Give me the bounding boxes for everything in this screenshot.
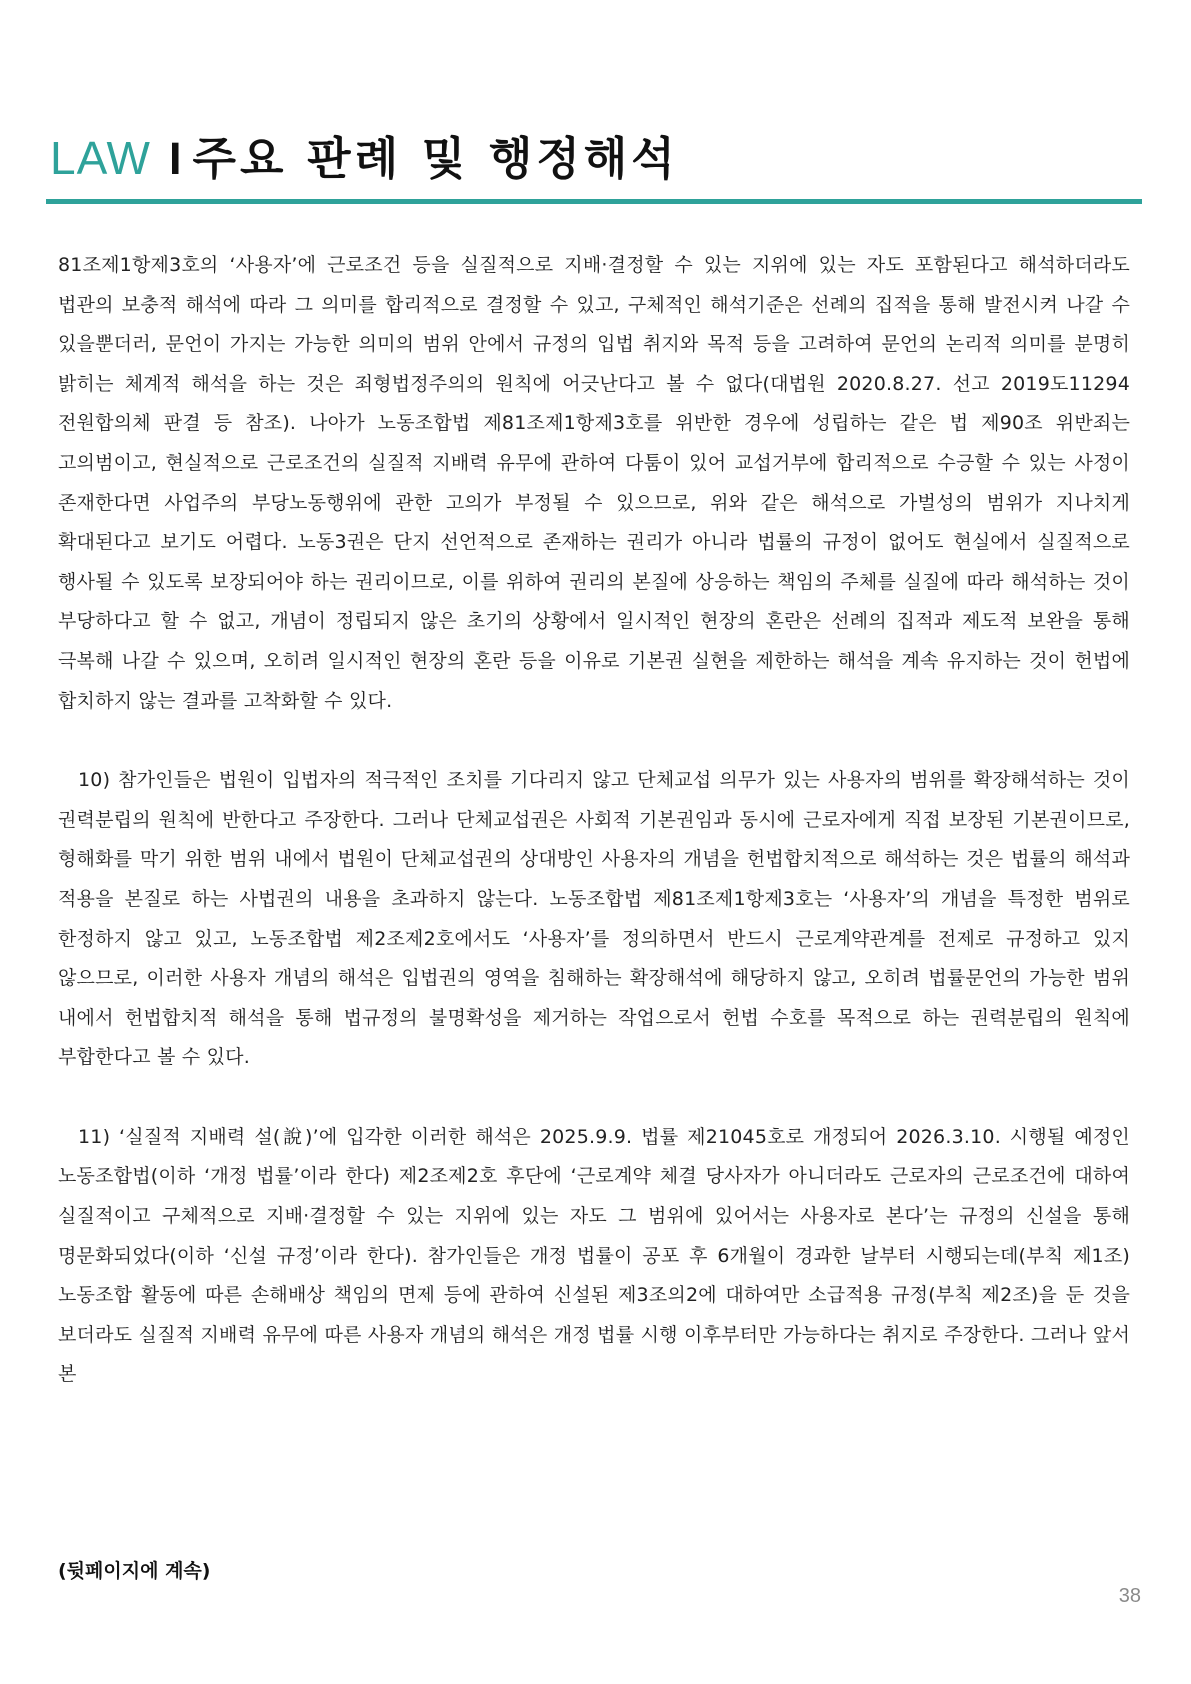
paragraph-note-10: 10) 참가인들은 법원이 입법자의 적극적인 조치를 기다리지 않고 단체교섭 의무가 있는 사용자의 범위를 확장해석하는 것이 권력분립의 원칙에 반한다고 주장한다. 그러나 단체교섭권은 사회적 기본권임과 동시에 근로자에게 직접 보장된 기본권이므로, 형해화를 막기 위한 범위 내에서 법원이 단체교섭권의 상대방인 사용자의 개념을 헌법합치적으로 해석하는 것은 법률의 해석과 적용을 본질로 하는 사법권의 내용을 초과하지 않는다. 노동조합법 제81조제1항제3호는 ‘사용자’의 개념을 특정한 범위로 한정하지 않고 있고, 노동조합법 제2조제2호에서도 ‘사용자’를 정의하면서 반드시 근로계약관계를 전제로 규정하고 있지 않으므로, 이러한 사용자 개념의 해석은 입법권의 영역을 침해하는 확장해석에 해당하지 않고, 오히려 법률문언의 가능한 범위 내에서 헌법합치적 해석을 통해 법규정의 불명확성을 제거하는 작업으로서 헌법 수호를 목적으로 하는 권력분립의 원칙에 부합한다고 볼 수 있다. bbox=[58, 769, 1130, 1069]
paragraph-note-11: 11) ‘실질적 지배력 설(說)’에 입각한 이러한 해석은 2025.9.9. 법률 제21045호로 개정되어 2026.3.10. 시행될 예정인 노동조합법(이하 ‘개정 법률’이라 한다) 제2조제2호 후단에 ‘근로계약 체결 당사자가 아니더라도 근로자의 근로조건에 대하여 실질적이고 구체적으로 지배·결정할 수 있는 지위에 있는 자도 그 범위에 있어서는 사용자로 본다’는 규정의 신설을 통해 명문화되었다(이하 ‘신설 규정’이라 한다). 참가인들은 개정 법률이 공포 후 6개월이 경과한 날부터 시행되는데(부칙 제1조) 노동조합 활동에 따른 손해배상 책임의 면제 등에 관하여 신설된 제3조의2에 대하여만 소급적용 규정(부칙 제2조)을 둔 것을 보더라도 실질적 지배력 유무에 따른 사용자 개념의 해석은 개정 법률 시행 이후부터만 가능하다는 취지로 주장한다. 그러나 앞서 본 bbox=[58, 1125, 1130, 1386]
title-separator: I bbox=[168, 133, 183, 184]
section-title: 주요 판례 및 행정해석 bbox=[192, 132, 679, 185]
page-number: 38 bbox=[1118, 1585, 1141, 1607]
article-body bbox=[58, 246, 1130, 1395]
header-divider bbox=[46, 199, 1142, 204]
section-brand: LAW bbox=[50, 132, 151, 184]
page-header bbox=[50, 128, 1140, 208]
continued-label: (뒷페이지에 계속) bbox=[58, 1560, 211, 1582]
page-title bbox=[50, 128, 679, 189]
paragraph-continuation: 81조제1항제3호의 ‘사용자’에 근로조건 등을 실질적으로 지배·결정할 수 있는 지위에 있는 자도 포함된다고 해석하더라도 법관의 보충적 해석에 따라 그 의미를 합리적으로 결정할 수 있고, 구체적인 해석기준은 선례의 집적을 통해 발전시켜 나갈 수 있을뿐더러, 문언이 가지는 가능한 의미의 범위 안에서 규정의 입법 취지와 목적 등을 고려하여 문언의 논리적 의미를 분명히 밝히는 체계적 해석을 하는 것은 죄형법정주의의 원칙에 어긋난다고 볼 수 없다(대법원 2020.8.27. 선고 2019도11294 전원합의체 판결 등 참조). 나아가 노동조합법 제81조제1항제3호를 위반한 경우에 성립하는 같은 법 제90조 위반죄는 고의범이고, 현실적으로 근로조건의 실질적 지배력 유무에 관하여 다툼이 있어 교섭거부에 합리적으로 수긍할 수 있는 사정이 존재한다면 사업주의 부당노동행위에 관한 고의가 부정될 수 있으므로, 위와 같은 해석으로 가벌성의 범위가 지나치게 확대된다고 보기도 어렵다. 노동3권은 단지 선언적으로 존재하는 권리가 아니라 법률의 규정이 없어도 현실에서 실질적으로 행사될 수 있도록 보장되어야 하는 권리이므로, 이를 위하여 권리의 본질에 상응하는 책임의 주체를 실질에 따라 해석하는 것이 부당하다고 할 수 없고, 개념이 정립되지 않은 초기의 상황에서 일시적인 현장의 혼란은 선례의 집적과 제도적 보완을 통해 극복해 나갈 수 있으며, 오히려 일시적인 현장의 혼란 등을 이유로 기본권 실현을 제한하는 해석을 계속 유지하는 것이 헌법에 합치하지 않는 결과를 고착화할 수 있다. bbox=[58, 254, 1130, 712]
